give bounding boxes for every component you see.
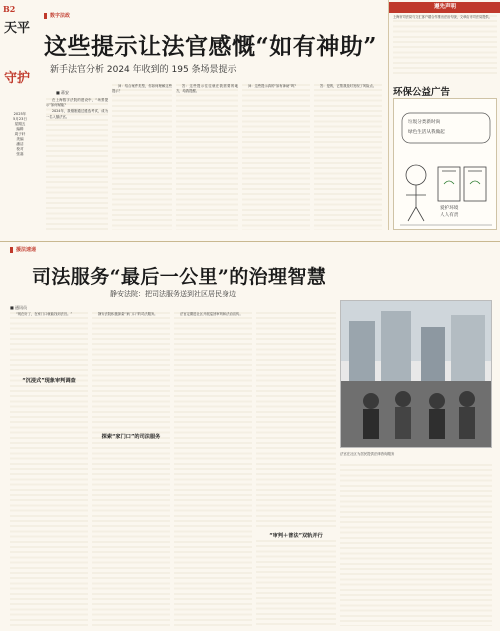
section-divider	[0, 241, 500, 242]
article-column	[176, 84, 238, 230]
ad-title: 环保公益广告	[393, 87, 451, 98]
section-tag	[44, 12, 70, 19]
paragraph: 2024年，我刚刚通过遴选考试，成为一名入额法官。	[46, 109, 108, 119]
editor-note	[393, 15, 497, 77]
paragraph: 静安法院积极探索“家门口”的司法服务。	[98, 312, 158, 316]
editor-note-text: 上海市司法局与文汇客户端合作推出法治专版，文章由市司法局提供。	[393, 15, 492, 19]
date-line: 5月23日	[12, 117, 28, 121]
date-line: 2025年	[13, 112, 27, 116]
paragraph: 在上海数字法院的建设中，“场景提示”如何赋能？	[46, 98, 108, 108]
byline: ■ 蒋安	[56, 90, 70, 95]
article-column	[242, 84, 310, 230]
sidebar	[388, 0, 500, 230]
cartoon-text: 人人有责	[440, 213, 459, 218]
date-line: 星期五	[14, 122, 26, 126]
subheadline: 静安法院：把司法服务送到社区居民身边	[110, 290, 236, 298]
cartoon-text: 垃圾分类新时尚	[408, 120, 441, 125]
article-column	[256, 312, 336, 528]
article-column	[92, 312, 170, 626]
photo-caption: 法官在社区为居民提供法律咨询服务	[340, 452, 395, 456]
section-subhead: “审判＋普法”双轨并行	[269, 533, 323, 539]
cartoon-illustration	[393, 98, 497, 230]
cartoon-text: 爱护环境	[440, 206, 459, 211]
article-column	[340, 464, 492, 626]
article-column	[10, 312, 88, 626]
paragraph: 答：是的，它帮我及时发现了风险点。	[320, 84, 377, 88]
section-tag	[10, 246, 36, 253]
paragraph: “现在好了，在家门口就能找到法官。”	[16, 312, 73, 316]
date-line: 美编	[16, 137, 24, 141]
article-column	[256, 540, 336, 626]
masthead-subtitle: 守护	[4, 71, 31, 86]
paragraph: 问：结合案件类型，你如何理解这些提示？	[112, 84, 172, 94]
news-photo	[340, 300, 492, 448]
masthead-title: 天平	[4, 21, 31, 36]
date-line: 潘洁	[16, 142, 24, 146]
cartoon-text: 绿色生活从我做起	[408, 130, 445, 135]
page-number: B2	[3, 4, 16, 14]
masthead-info	[3, 112, 37, 157]
date-line: 张嘉	[16, 152, 24, 156]
paragraph: 答：这些提示往往就在我需要的地方，给我提醒。	[176, 84, 238, 94]
date-line: 编辑	[16, 127, 24, 131]
date-line: 校对	[16, 147, 24, 151]
tag-bar	[44, 13, 47, 19]
section-tag-label: 数字法政	[50, 13, 71, 19]
paragraph: 问：这些提示真的“如有神助”吗？	[248, 84, 298, 88]
headline: 这些提示让法官感慨“如有神助”	[44, 33, 377, 60]
article-column	[174, 312, 252, 626]
byline: ■ 通讯员	[10, 305, 28, 310]
date-line: 周子轩	[14, 132, 26, 136]
tag-bar	[10, 247, 13, 253]
headline: 司法服务“最后一公里”的治理智慧	[32, 266, 327, 288]
section-tag-label: 援法速递	[16, 247, 37, 253]
section-subhead: “沉浸式”现象审判调查	[22, 378, 76, 384]
paragraph: 法官定期进社区开展巡回审判和法治宣传。	[180, 312, 243, 316]
article-column	[112, 84, 172, 230]
masthead	[0, 0, 40, 230]
section-subhead: 探索“家门口”的司法服务	[101, 434, 161, 440]
article-column	[314, 84, 382, 230]
editor-note-title: 遵先声明	[389, 2, 500, 13]
article-column	[46, 98, 108, 230]
subheadline: 新手法官分析 2024 年收到的 195 条场景提示	[50, 65, 237, 75]
photo-icon	[341, 301, 492, 448]
